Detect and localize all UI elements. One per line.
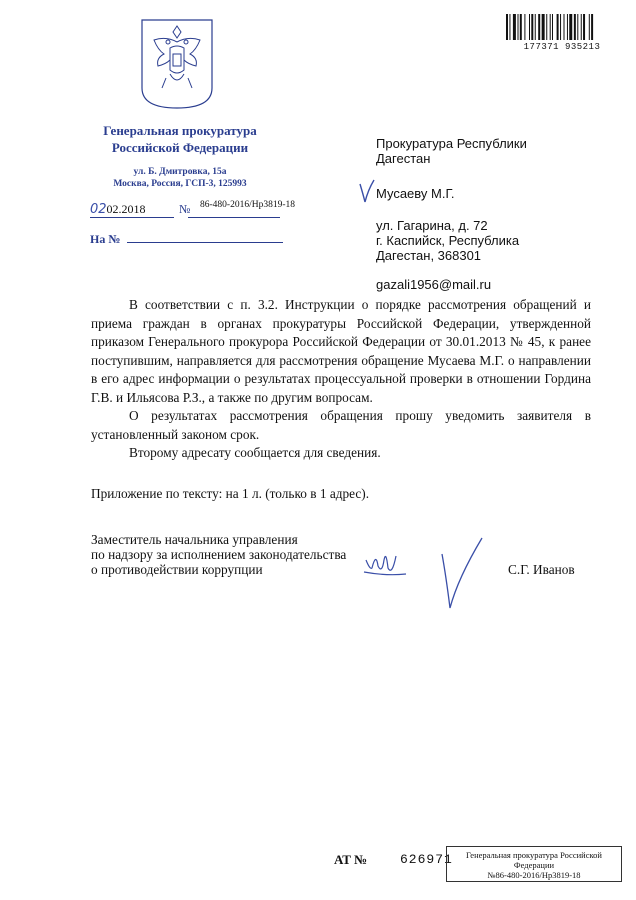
- barcode-bar: [574, 14, 576, 40]
- barcode-bar: [564, 14, 565, 40]
- body-paragraph-2: О результатах рассмотрения обращения прошу уведомить заявителя в установленный законом срок.: [91, 408, 591, 442]
- number-label: №: [179, 202, 191, 216]
- reply-to-line: [90, 232, 283, 247]
- attachment-note: Приложение по тексту: на 1 л. (только в 1 адрес).: [91, 486, 370, 501]
- barcode-bar: [513, 14, 516, 40]
- recipient-2: [376, 186, 519, 292]
- recipient-1-line1: Прокуратура Республики: [376, 136, 527, 151]
- barcode-bar: [569, 14, 572, 40]
- barcode-bar: [509, 14, 510, 40]
- letter-body: [91, 296, 591, 463]
- recipient-1: [376, 136, 527, 166]
- sender-org-line2: Российской Федерации: [111, 140, 249, 155]
- at-number: 626971: [400, 852, 453, 867]
- barcode-bar: [518, 14, 519, 40]
- stamp-line2: Федерации: [513, 860, 555, 870]
- barcode-bar: [589, 14, 590, 40]
- recipient-2-name: Мусаеву М.Г.: [376, 186, 455, 201]
- reply-to-label: На №: [90, 232, 121, 246]
- barcode-bar: [552, 14, 553, 40]
- barcode-bar: [591, 14, 593, 40]
- barcode-bar: [529, 14, 530, 40]
- signatory-title: [91, 532, 346, 577]
- coat-of-arms-icon: [140, 18, 214, 110]
- barcode-bar: [542, 14, 545, 40]
- body-paragraph-3: Второму адресату сообщается для сведения.: [129, 445, 381, 460]
- check-mark-icon: [358, 178, 376, 206]
- barcode-bar: [535, 14, 536, 40]
- handwritten-signature: [438, 534, 488, 614]
- barcode-bar: [538, 14, 540, 40]
- barcode-bar: [506, 14, 508, 40]
- initials-signature: [362, 546, 410, 580]
- signatory-title-line3: о противодействии коррупции: [91, 562, 263, 577]
- body-paragraph-1: В соответствии с п. 3.2. Инструкции о порядке рассмотрения обращений и приема граждан в органах прокуратуры Российской Федерации, утвержденной приказом Генерального прокурора Российской Федерации от 30.01.2013 № 45, к ранее поступившим, направляется для рассмотрения обращение Мусаева М.Г. о направлении в его адрес информации о результатах процессуальной проверки в отношении Гордина Г.В. и Ильясова Р.З., а также по другим вопросам.: [91, 297, 591, 405]
- recipient-2-email: gazali1956@mail.ru: [376, 277, 492, 292]
- stamp-line1: Генеральная прокуратура Российской: [466, 850, 602, 860]
- date-line: [90, 202, 190, 218]
- barcode-bar: [560, 14, 561, 40]
- sender-address: [90, 166, 270, 190]
- at-label: АТ №: [334, 852, 368, 867]
- signatory-title-line2: по надзору за исполнением законодательства: [91, 547, 347, 562]
- barcode-bar: [524, 14, 525, 40]
- recipient-2-addr2: г. Каспийск, Республика: [376, 233, 520, 248]
- barcode-bar: [557, 14, 559, 40]
- date-printed: 02.2018: [106, 202, 146, 216]
- barcode-bar: [583, 14, 585, 40]
- barcode-bar: [531, 14, 533, 40]
- barcode-bar: [577, 14, 578, 40]
- sender-address-line2: Москва, Россия, ГСП-3, 125993: [113, 179, 247, 189]
- barcode-bar: [546, 14, 547, 40]
- outgoing-ref-number: 86-480-2016/Нр3819-18: [200, 200, 295, 210]
- recipient-2-addr3: Дагестан, 368301: [376, 248, 482, 263]
- date-handwritten: 02: [90, 202, 107, 217]
- signatory-title-line1: Заместитель начальника управления: [91, 532, 298, 547]
- ref-underline: [188, 217, 280, 218]
- stamp-line3: №86-480-2016/Нр3819-18: [487, 870, 581, 880]
- sender-org-line1: Генеральная прокуратура: [103, 123, 257, 138]
- barcode-bar: [550, 14, 551, 40]
- signatory-name: С.Г. Иванов: [508, 562, 575, 577]
- registration-stamp: [446, 846, 622, 882]
- barcode-number: 177371 935213: [523, 42, 601, 52]
- sender-org: [70, 122, 290, 156]
- barcode-bar: [581, 14, 582, 40]
- barcode-bar: [520, 14, 522, 40]
- recipient-2-addr1: ул. Гагарина, д. 72: [376, 218, 488, 233]
- barcode-image: [506, 14, 618, 40]
- barcode-bar: [567, 14, 568, 40]
- recipient-1-line2: Дагестан: [376, 151, 431, 166]
- sender-address-line1: ул. Б. Дмитровка, 15а: [133, 167, 227, 177]
